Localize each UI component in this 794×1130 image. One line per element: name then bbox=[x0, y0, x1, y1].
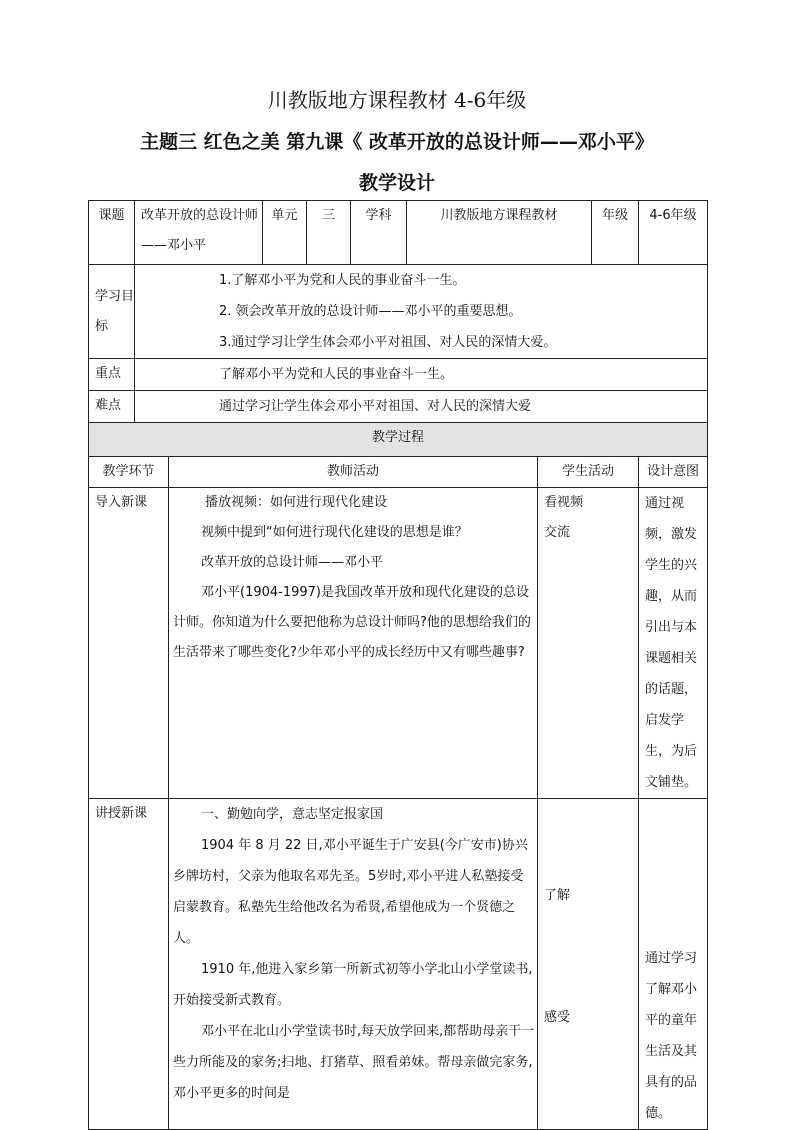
intro-teacher-activity bbox=[169, 488, 538, 799]
lecture-paragraph: 邓小平在北山小学堂读书时,每天放学回来,都帮助母亲干一些力所能及的家务;扫地、打猪草、照看弟妹。帮母亲做完家务,邓小平更多的时间是 bbox=[173, 1024, 535, 1101]
document-title: 川教版地方课程教材 4-6年级 bbox=[267, 88, 527, 112]
key-point-label: 重点 bbox=[89, 359, 135, 391]
key-point-row bbox=[89, 359, 708, 391]
unit-label: 单元 bbox=[263, 201, 307, 265]
grade-value: 4-6年级 bbox=[639, 201, 708, 265]
lecture-stage: 讲授新课 bbox=[89, 799, 169, 1130]
header-intent: 设计意图 bbox=[639, 457, 708, 488]
lecture-teacher-activity bbox=[169, 799, 538, 1130]
objective-item: 2. 领会改革开放的总设计师——邓小平的重要思想。 bbox=[219, 304, 522, 319]
header-teacher: 教师活动 bbox=[169, 457, 538, 488]
difficulty-label: 难点 bbox=[89, 391, 135, 423]
document-subtitle: 教学设计 bbox=[358, 172, 435, 194]
header-stage: 教学环节 bbox=[89, 457, 169, 488]
header-student: 学生活动 bbox=[538, 457, 639, 488]
grade-label: 年级 bbox=[592, 201, 639, 265]
process-title-row bbox=[89, 423, 708, 457]
course-label: 课题 bbox=[89, 201, 135, 265]
student-activity-item: 看视频 bbox=[544, 495, 584, 510]
difficulty-value: 通过学习让学生体会邓小平对祖国、对人民的深情大爱 bbox=[135, 391, 708, 423]
course-value: 改革开放的总设计师——邓小平 bbox=[135, 201, 263, 265]
objectives-list bbox=[135, 265, 708, 359]
intro-stage: 导入新课 bbox=[89, 488, 169, 799]
process-title: 教学过程 bbox=[89, 423, 708, 457]
intro-paragraph: 播放视频：如何进行现代化建设 bbox=[205, 495, 388, 510]
intro-row bbox=[89, 488, 708, 799]
student-activity-item: 感受 bbox=[544, 1010, 571, 1025]
subject-label: 学科 bbox=[351, 201, 407, 265]
lecture-design-intent bbox=[639, 799, 708, 1130]
lesson-title: 主题三 红色之美 第九课《 改革开放的总设计师——邓小平》 bbox=[140, 131, 654, 153]
lesson-plan-table bbox=[88, 200, 708, 1130]
objective-item: 3.通过学习让学生体会邓小平对祖国、对人民的深情大爱。 bbox=[219, 335, 557, 350]
lecture-student-activity bbox=[538, 799, 639, 1130]
intro-paragraph: 改革开放的总设计师——邓小平 bbox=[201, 555, 384, 570]
objectives-label: 学习目标 bbox=[89, 265, 135, 359]
objective-item: 1.了解邓小平为党和人民的事业奋斗一生。 bbox=[219, 273, 466, 288]
intro-design-intent: 通过视频，激发学生的兴趣，从而引出与本课题相关的话题，启发学生，为后文铺垫。 bbox=[639, 488, 708, 799]
key-point-value: 了解邓小平为党和人民的事业奋斗一生。 bbox=[135, 359, 708, 391]
intro-paragraph: 视频中提到“如何进行现代化建设的思想是谁？ bbox=[201, 525, 468, 540]
student-activity-item: 了解 bbox=[544, 888, 571, 903]
intro-paragraph: 邓小平(1904-1997)是我国改革开放和现代化建设的总设计师。你知道为什么要把他称为总设计师吗?他的思想给我们的生活带来了哪些变化?少年邓小平的成长经历中又有哪些趣事? bbox=[173, 585, 531, 660]
student-activity-item: 交流 bbox=[544, 525, 571, 540]
intro-student-activity bbox=[538, 488, 639, 799]
difficulty-row bbox=[89, 391, 708, 423]
lecture-row bbox=[89, 799, 708, 1130]
process-header-row bbox=[89, 457, 708, 488]
subject-value: 川教版地方课程教材 bbox=[407, 201, 592, 265]
unit-value: 三 bbox=[307, 201, 351, 265]
objectives-row bbox=[89, 265, 708, 359]
info-row bbox=[89, 201, 708, 265]
lecture-paragraph: 一、勤勉向学，意志坚定报家国 bbox=[201, 807, 384, 822]
lecture-paragraph: 1910 年,他进入家乡第一所新式初等小学北山小学堂读书,开始接受新式教育。 bbox=[173, 962, 533, 1008]
design-intent-text: 通过学习了解邓小平的童年生活及其具有的品德。 bbox=[645, 951, 698, 1121]
lecture-paragraph: 1904 年 8 月 22 日,邓小平诞生于广安县(今广安市)协兴乡牌坊村，父亲为他取名邓先圣。5岁时,邓小平进人私塾接受启蒙教育。私塾先生给他改名为希贤,希望他成为一个贤德之人。 bbox=[173, 838, 528, 946]
